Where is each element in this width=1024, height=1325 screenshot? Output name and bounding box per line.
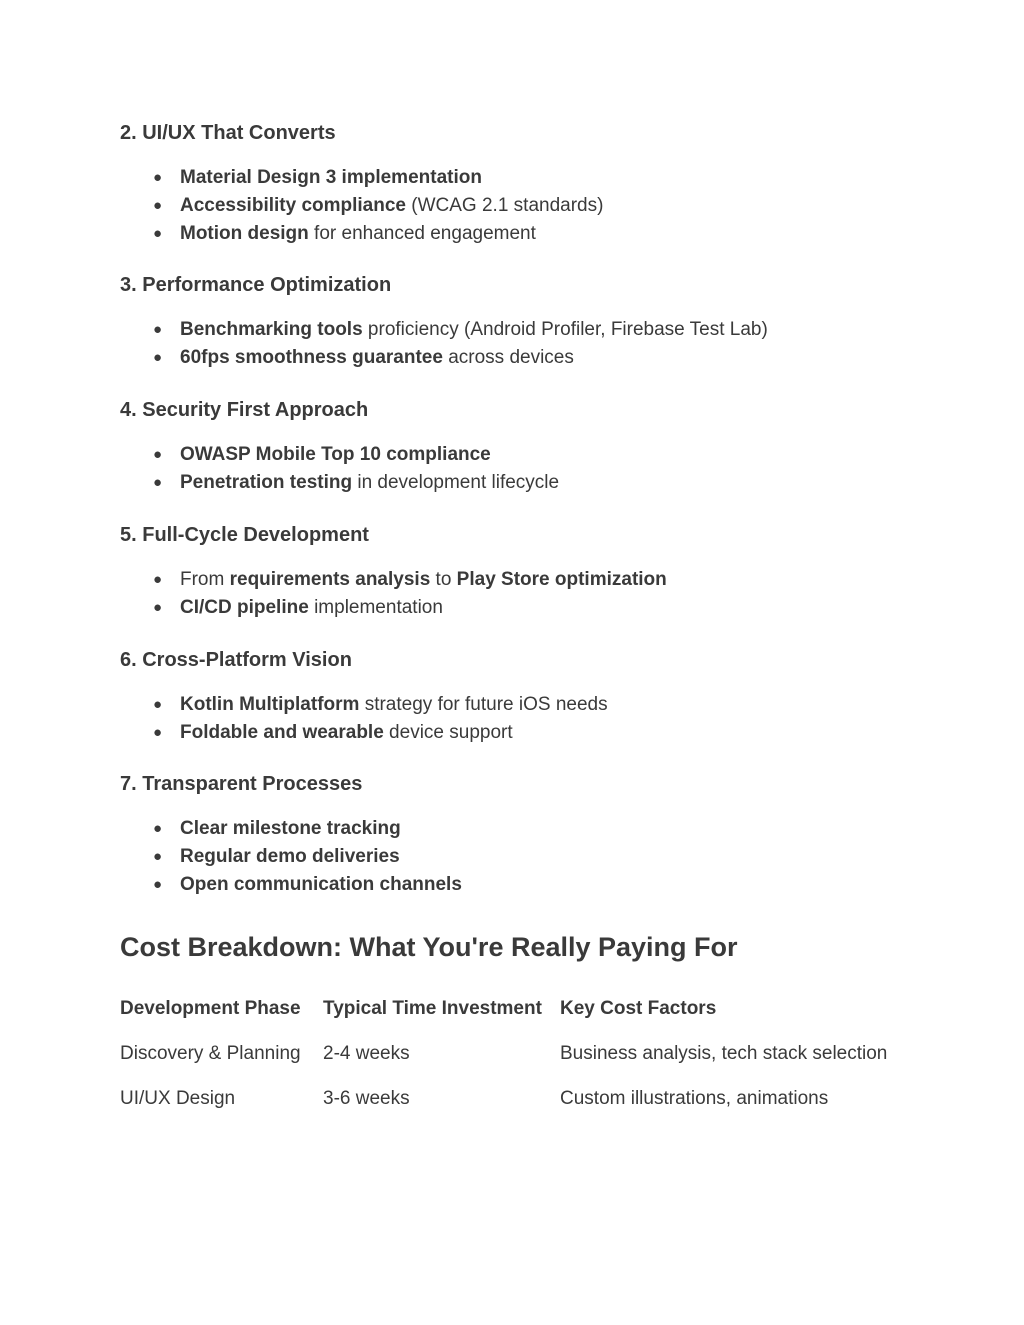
bullet-list xyxy=(120,815,462,899)
bullet-list xyxy=(120,441,559,497)
list-item xyxy=(120,192,603,220)
list-item xyxy=(120,691,608,719)
cost-breakdown-heading: Cost Breakdown: What You're Really Paying For xyxy=(120,932,738,962)
item-text: across devices xyxy=(442,347,574,368)
section-heading: 4. Security First Approach xyxy=(120,399,369,421)
item-text: for enhanced engagement xyxy=(308,223,536,244)
bullet-icon: ● xyxy=(153,169,163,186)
table-cell: Discovery & Planning xyxy=(120,1043,301,1064)
item-text-bold: Motion design xyxy=(180,223,309,244)
section-heading: 3. Performance Optimization xyxy=(120,274,392,296)
item-text-bold: Kotlin Multiplatform xyxy=(180,694,360,715)
table-row xyxy=(120,1085,910,1130)
list-item xyxy=(120,815,462,843)
section-heading: 5. Full-Cycle Development xyxy=(120,524,369,546)
bullet-icon: ● xyxy=(153,876,163,893)
item-text: implementation xyxy=(308,597,443,618)
bullet-icon: ● xyxy=(153,321,163,338)
list-item xyxy=(120,441,559,469)
cost-table xyxy=(120,995,910,1130)
table-cell: 2-4 weeks xyxy=(323,1043,410,1064)
bullet-list xyxy=(120,316,768,372)
table-cell: 3-6 weeks xyxy=(323,1088,410,1109)
item-text-bold: Regular demo deliveries xyxy=(180,846,400,867)
table-cell: Custom illustrations, animations xyxy=(560,1088,829,1109)
section-heading: 7. Transparent Processes xyxy=(120,773,363,795)
item-text-bold: CI/CD pipeline xyxy=(180,597,309,618)
item-text: strategy for future iOS needs xyxy=(359,694,608,715)
list-item xyxy=(120,344,768,372)
table-cell: Business analysis, tech stack selection xyxy=(560,1043,888,1064)
bullet-icon: ● xyxy=(153,571,163,588)
list-item xyxy=(120,220,603,248)
section-heading: 2. UI/UX That Converts xyxy=(120,122,336,144)
table-row xyxy=(120,1040,910,1085)
item-text: (WCAG 2.1 standards) xyxy=(406,195,604,216)
bullet-icon: ● xyxy=(153,197,163,214)
item-text-bold: Play Store optimization xyxy=(456,569,667,590)
item-text: in development lifecycle xyxy=(352,472,560,493)
bullet-icon: ● xyxy=(153,820,163,837)
bullet-list xyxy=(120,566,667,622)
column-header: Typical Time Investment xyxy=(323,998,542,1019)
bullet-list xyxy=(120,691,608,747)
item-text-bold: Clear milestone tracking xyxy=(180,818,401,839)
bullet-icon: ● xyxy=(153,349,163,366)
item-text-bold: Material Design 3 implementation xyxy=(180,167,482,188)
list-item xyxy=(120,719,608,747)
list-item xyxy=(120,594,667,622)
item-text-bold: 60fps smoothness guarantee xyxy=(180,347,443,368)
item-text-bold: requirements analysis xyxy=(229,569,431,590)
table-cell: UI/UX Design xyxy=(120,1088,236,1109)
column-header: Development Phase xyxy=(120,998,301,1019)
section-heading: 6. Cross-Platform Vision xyxy=(120,649,352,671)
list-item xyxy=(120,566,667,594)
bullet-icon: ● xyxy=(153,446,163,463)
list-item xyxy=(120,843,462,871)
list-item xyxy=(120,469,559,497)
item-text-bold: Penetration testing xyxy=(180,472,353,493)
bullet-icon: ● xyxy=(153,848,163,865)
bullet-icon: ● xyxy=(153,724,163,741)
table-header-row xyxy=(120,995,910,1040)
item-text: device support xyxy=(383,722,513,743)
bullet-icon: ● xyxy=(153,225,163,242)
item-text-bold: Accessibility compliance xyxy=(180,195,406,216)
list-item xyxy=(120,316,768,344)
item-text: From xyxy=(180,569,230,590)
item-text: to xyxy=(430,569,457,590)
item-text-bold: Foldable and wearable xyxy=(180,722,384,743)
item-text-bold: OWASP Mobile Top 10 compliance xyxy=(180,444,491,465)
bullet-icon: ● xyxy=(153,474,163,491)
list-item xyxy=(120,164,603,192)
bullet-icon: ● xyxy=(153,599,163,616)
item-text-bold: Benchmarking tools xyxy=(180,319,363,340)
list-item xyxy=(120,871,462,899)
bullet-icon: ● xyxy=(153,696,163,713)
bullet-list xyxy=(120,164,603,248)
item-text: proficiency (Android Profiler, Firebase Test Lab) xyxy=(362,319,768,340)
column-header: Key Cost Factors xyxy=(560,998,717,1019)
item-text-bold: Open communication channels xyxy=(180,874,462,895)
